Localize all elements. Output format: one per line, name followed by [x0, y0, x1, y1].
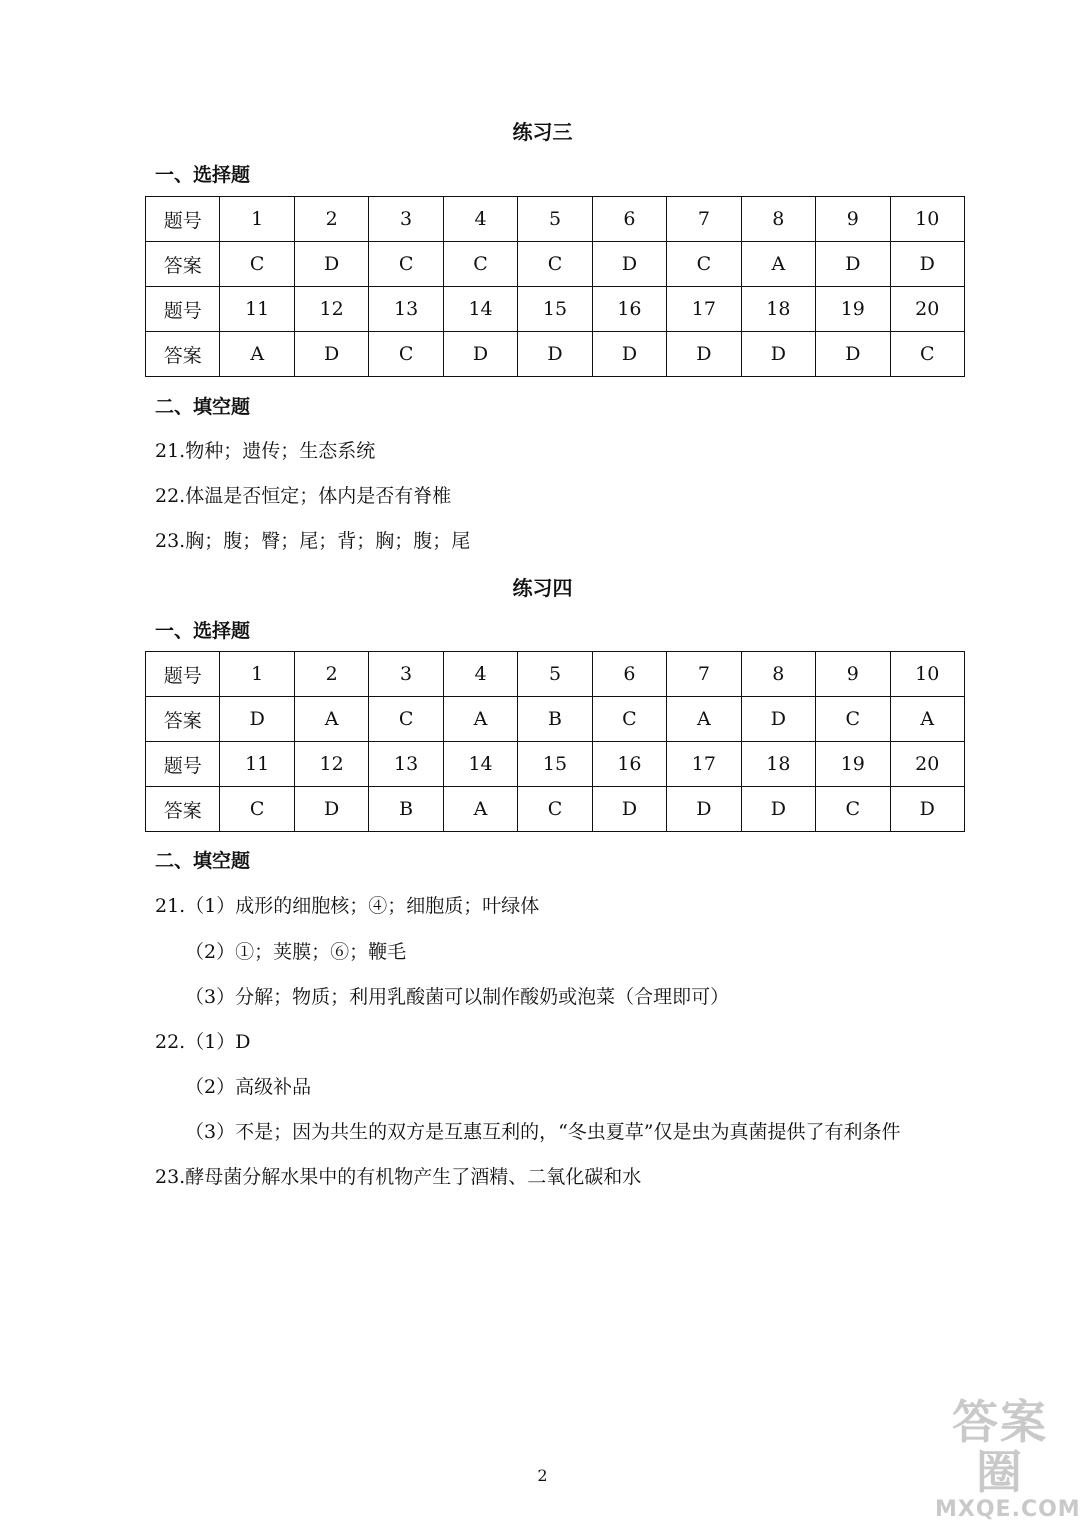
- fill-answer-line: （2）高级补品: [185, 1076, 312, 1098]
- watermark-logo: [935, 1395, 1081, 1522]
- question-number-cell: 13: [369, 287, 443, 332]
- answer-cell: C: [220, 787, 294, 832]
- answer-cell: B: [518, 697, 592, 742]
- question-number-cell: 6: [592, 197, 666, 242]
- fill-answer-line: 22.（1）D: [155, 1031, 251, 1053]
- row-label: 题号: [146, 287, 220, 332]
- watermark-url: MXQE.COM: [935, 1497, 1081, 1522]
- question-number-cell: 8: [741, 197, 815, 242]
- question-number-cell: 9: [816, 652, 890, 697]
- answer-table: [145, 196, 965, 377]
- answer-cell: A: [443, 697, 517, 742]
- answer-cell: D: [741, 332, 815, 377]
- table-row: [146, 652, 965, 697]
- answer-cell: C: [369, 242, 443, 287]
- table-row: [146, 197, 965, 242]
- answer-cell: C: [518, 242, 592, 287]
- answer-cell: D: [890, 242, 964, 287]
- answer-cell: C: [890, 332, 964, 377]
- question-number-cell: 3: [369, 197, 443, 242]
- question-number-cell: 14: [443, 287, 517, 332]
- answer-cell: D: [816, 332, 890, 377]
- question-number-cell: 9: [816, 197, 890, 242]
- question-number-cell: 2: [294, 652, 368, 697]
- question-number-cell: 3: [369, 652, 443, 697]
- answer-cell: A: [443, 787, 517, 832]
- answer-cell: D: [592, 787, 666, 832]
- answer-cell: D: [294, 332, 368, 377]
- question-number-cell: 17: [667, 742, 741, 787]
- answer-cell: D: [443, 332, 517, 377]
- answer-cell: D: [741, 697, 815, 742]
- question-number-cell: 6: [592, 652, 666, 697]
- answer-cell: C: [592, 697, 666, 742]
- fill-answer-line: （2）①；荚膜；⑥；鞭毛: [185, 941, 407, 963]
- table-row: [146, 697, 965, 742]
- answer-cell: D: [294, 242, 368, 287]
- answer-table: [145, 651, 965, 832]
- fill-answer-line: 22.体温是否恒定；体内是否有脊椎: [155, 485, 452, 507]
- answer-cell: C: [369, 697, 443, 742]
- answer-cell: A: [294, 697, 368, 742]
- row-label: 答案: [146, 787, 220, 832]
- row-label: 题号: [146, 652, 220, 697]
- watermark-logo-text: 答案圈: [952, 1395, 1048, 1499]
- question-number-cell: 18: [741, 742, 815, 787]
- answer-cell: C: [667, 242, 741, 287]
- row-label: 题号: [146, 197, 220, 242]
- fill-answer-line: 23.酵母菌分解水果中的有机物产生了酒精、二氧化碳和水: [155, 1166, 642, 1188]
- table-row: [146, 742, 965, 787]
- answer-cell: C: [220, 242, 294, 287]
- answer-cell: D: [667, 787, 741, 832]
- question-number-cell: 19: [816, 287, 890, 332]
- question-number-cell: 10: [890, 652, 964, 697]
- question-number-cell: 15: [518, 742, 592, 787]
- row-label: 答案: [146, 332, 220, 377]
- row-label: 答案: [146, 242, 220, 287]
- answer-cell: C: [443, 242, 517, 287]
- section-title: 练习三: [512, 120, 573, 144]
- page-number: 2: [537, 1466, 548, 1485]
- question-number-cell: 1: [220, 197, 294, 242]
- answer-cell: C: [816, 787, 890, 832]
- question-number-cell: 16: [592, 742, 666, 787]
- question-number-cell: 20: [890, 287, 964, 332]
- fill-answer-line: 21.（1）成形的细胞核；④；细胞质；叶绿体: [155, 895, 540, 917]
- section-title: 练习四: [512, 576, 573, 600]
- question-number-cell: 10: [890, 197, 964, 242]
- question-number-cell: 19: [816, 742, 890, 787]
- answer-cell: A: [741, 242, 815, 287]
- answer-cell: D: [592, 332, 666, 377]
- answer-cell: B: [369, 787, 443, 832]
- choice-heading: 一、选择题: [155, 620, 251, 642]
- question-number-cell: 12: [294, 287, 368, 332]
- question-number-cell: 7: [667, 652, 741, 697]
- question-number-cell: 12: [294, 742, 368, 787]
- table-row: [146, 332, 965, 377]
- answer-cell: D: [518, 332, 592, 377]
- answer-cell: D: [667, 332, 741, 377]
- question-number-cell: 11: [220, 742, 294, 787]
- choice-heading: 一、选择题: [155, 164, 251, 186]
- question-number-cell: 5: [518, 652, 592, 697]
- fill-answer-line: （3）分解；物质；利用乳酸菌可以制作酸奶或泡菜（合理即可）: [185, 986, 730, 1008]
- answer-cell: A: [890, 697, 964, 742]
- question-number-cell: 13: [369, 742, 443, 787]
- answer-cell: C: [518, 787, 592, 832]
- question-number-cell: 14: [443, 742, 517, 787]
- answer-cell: D: [294, 787, 368, 832]
- table-row: [146, 787, 965, 832]
- question-number-cell: 16: [592, 287, 666, 332]
- fill-answer-line: 21.物种；遗传；生态系统: [155, 440, 376, 462]
- question-number-cell: 2: [294, 197, 368, 242]
- question-number-cell: 15: [518, 287, 592, 332]
- answer-cell: D: [741, 787, 815, 832]
- question-number-cell: 20: [890, 742, 964, 787]
- table-row: [146, 242, 965, 287]
- answer-cell: C: [369, 332, 443, 377]
- question-number-cell: 11: [220, 287, 294, 332]
- question-number-cell: 4: [443, 652, 517, 697]
- question-number-cell: 7: [667, 197, 741, 242]
- fill-heading: 二、填空题: [155, 850, 251, 872]
- answer-cell: D: [220, 697, 294, 742]
- answer-cell: A: [220, 332, 294, 377]
- question-number-cell: 8: [741, 652, 815, 697]
- fill-answer-line: （3）不是；因为共生的双方是互惠互利的，“冬虫夏草”仅是虫为真菌提供了有利条件: [185, 1121, 901, 1143]
- table-row: [146, 287, 965, 332]
- question-number-cell: 1: [220, 652, 294, 697]
- question-number-cell: 4: [443, 197, 517, 242]
- question-number-cell: 18: [741, 287, 815, 332]
- row-label: 答案: [146, 697, 220, 742]
- question-number-cell: 17: [667, 287, 741, 332]
- fill-answer-line: 23.胸；腹；臀；尾；背；胸；腹；尾: [155, 530, 471, 552]
- answer-cell: D: [816, 242, 890, 287]
- answer-cell: D: [592, 242, 666, 287]
- question-number-cell: 5: [518, 197, 592, 242]
- fill-heading: 二、填空题: [155, 396, 251, 418]
- row-label: 题号: [146, 742, 220, 787]
- answer-cell: A: [667, 697, 741, 742]
- answer-cell: C: [816, 697, 890, 742]
- answer-cell: D: [890, 787, 964, 832]
